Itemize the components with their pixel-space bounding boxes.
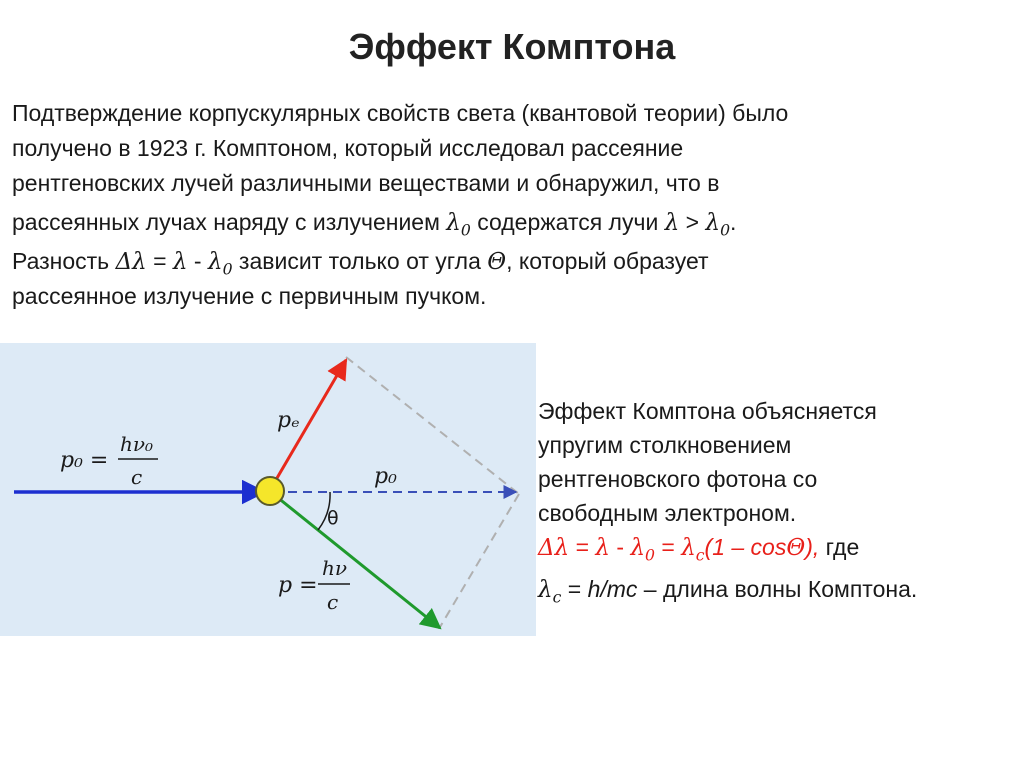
subscript-c: c — [552, 587, 562, 607]
lambda-symbol: λ — [664, 210, 680, 236]
intro-paragraph — [12, 96, 1002, 314]
page-title: Эффект Комптона — [348, 26, 676, 67]
intro-line-5 — [12, 244, 1002, 279]
equals-sign: = — [561, 576, 588, 603]
h-over-mc: h/mc — [587, 576, 638, 603]
frac-den-incoming: c — [131, 465, 143, 489]
equals-sign: = — [569, 534, 596, 560]
lambda-0-symbol — [446, 210, 471, 240]
formula-tail-text: где — [819, 534, 860, 560]
formula-close-paren: ), — [805, 534, 820, 560]
subscript-c: c — [695, 545, 705, 565]
lambda-c-symbol — [538, 577, 562, 607]
frac-num-incoming: hν₀ — [120, 432, 154, 456]
lambda-0-symbol — [705, 210, 731, 240]
greater-than-sign: > — [679, 209, 706, 235]
intro-line-5-text-d: зависит только от угла — [232, 248, 488, 274]
lambda-glyph: λ — [681, 535, 696, 561]
intro-line-3: рентгеновских лучей различными веществами и обнаружил, что в — [12, 170, 720, 196]
compton-formula — [538, 530, 1018, 572]
equals-sign: = — [146, 248, 173, 274]
subscript-zero: 0 — [645, 545, 655, 565]
lambda-glyph: λ — [538, 577, 553, 604]
lambda-glyph: λ — [208, 249, 223, 275]
explanation-line-1: Эффект Комптона объясняется — [538, 398, 877, 424]
electron-particle — [256, 477, 284, 505]
formula-cos-part: (1 – cos — [704, 534, 787, 560]
delta-lambda-symbol: Δλ — [115, 249, 147, 275]
lambda-glyph: λ — [630, 535, 646, 561]
label-p-scattered: p = — [278, 573, 318, 598]
definition-tail-text: – длина волны Комптона. — [637, 576, 918, 603]
explanation-line-2: упругим столкновением — [538, 432, 792, 458]
label-theta: θ — [327, 507, 339, 529]
lambda-symbol: λ — [172, 249, 188, 275]
lambda-symbol: λ — [595, 535, 610, 561]
frac-den-scattered: c — [327, 590, 339, 614]
lambda-0-symbol — [208, 249, 233, 279]
compton-wavelength-definition — [538, 572, 1018, 614]
subscript-zero: 0 — [460, 220, 471, 240]
explanation-line-4: свободным электроном. — [538, 500, 797, 526]
minus-sign: - — [609, 534, 631, 560]
label-p0-incoming: p₀ = — [60, 448, 109, 473]
intro-line-4-text-b: содержатся лучи — [470, 209, 665, 235]
lambda-glyph: λ — [705, 210, 721, 236]
theta-symbol: Θ — [487, 249, 507, 275]
intro-line-2: получено в 1923 г. Комптоном, который исследовал рассеяние — [12, 135, 684, 161]
intro-line-4 — [12, 205, 1002, 240]
explanation-block — [538, 394, 1018, 615]
period: . — [730, 209, 737, 235]
lambda-glyph: λ — [446, 210, 461, 236]
delta-lambda-symbol: Δλ — [538, 535, 570, 561]
minus-sign: - — [187, 248, 208, 274]
frac-num-scattered: hν — [322, 556, 348, 580]
subscript-zero: 0 — [720, 220, 731, 240]
intro-line-6: рассеянное излучение с первичным пучком. — [12, 283, 487, 309]
theta-symbol: Θ — [786, 535, 806, 561]
intro-line-1: Подтверждение корпускулярных свойств света (квантовой теории) было — [12, 100, 789, 126]
intro-line-5-text-e: , который образует — [506, 248, 709, 274]
lambda-0-symbol — [630, 535, 655, 565]
subscript-zero: 0 — [222, 259, 233, 279]
intro-line-4-text-a: рассеянных лучах наряду с излучением — [12, 209, 447, 235]
label-p0-dashed: p₀ — [374, 464, 397, 489]
equals-sign: = — [654, 534, 682, 560]
explanation-line-3: рентгеновского фотона со — [538, 466, 818, 492]
lambda-c-symbol — [681, 535, 705, 565]
compton-scattering-diagram — [0, 343, 536, 636]
label-pe: pₑ — [277, 408, 300, 433]
intro-line-5-text-a: Разность — [12, 248, 116, 274]
